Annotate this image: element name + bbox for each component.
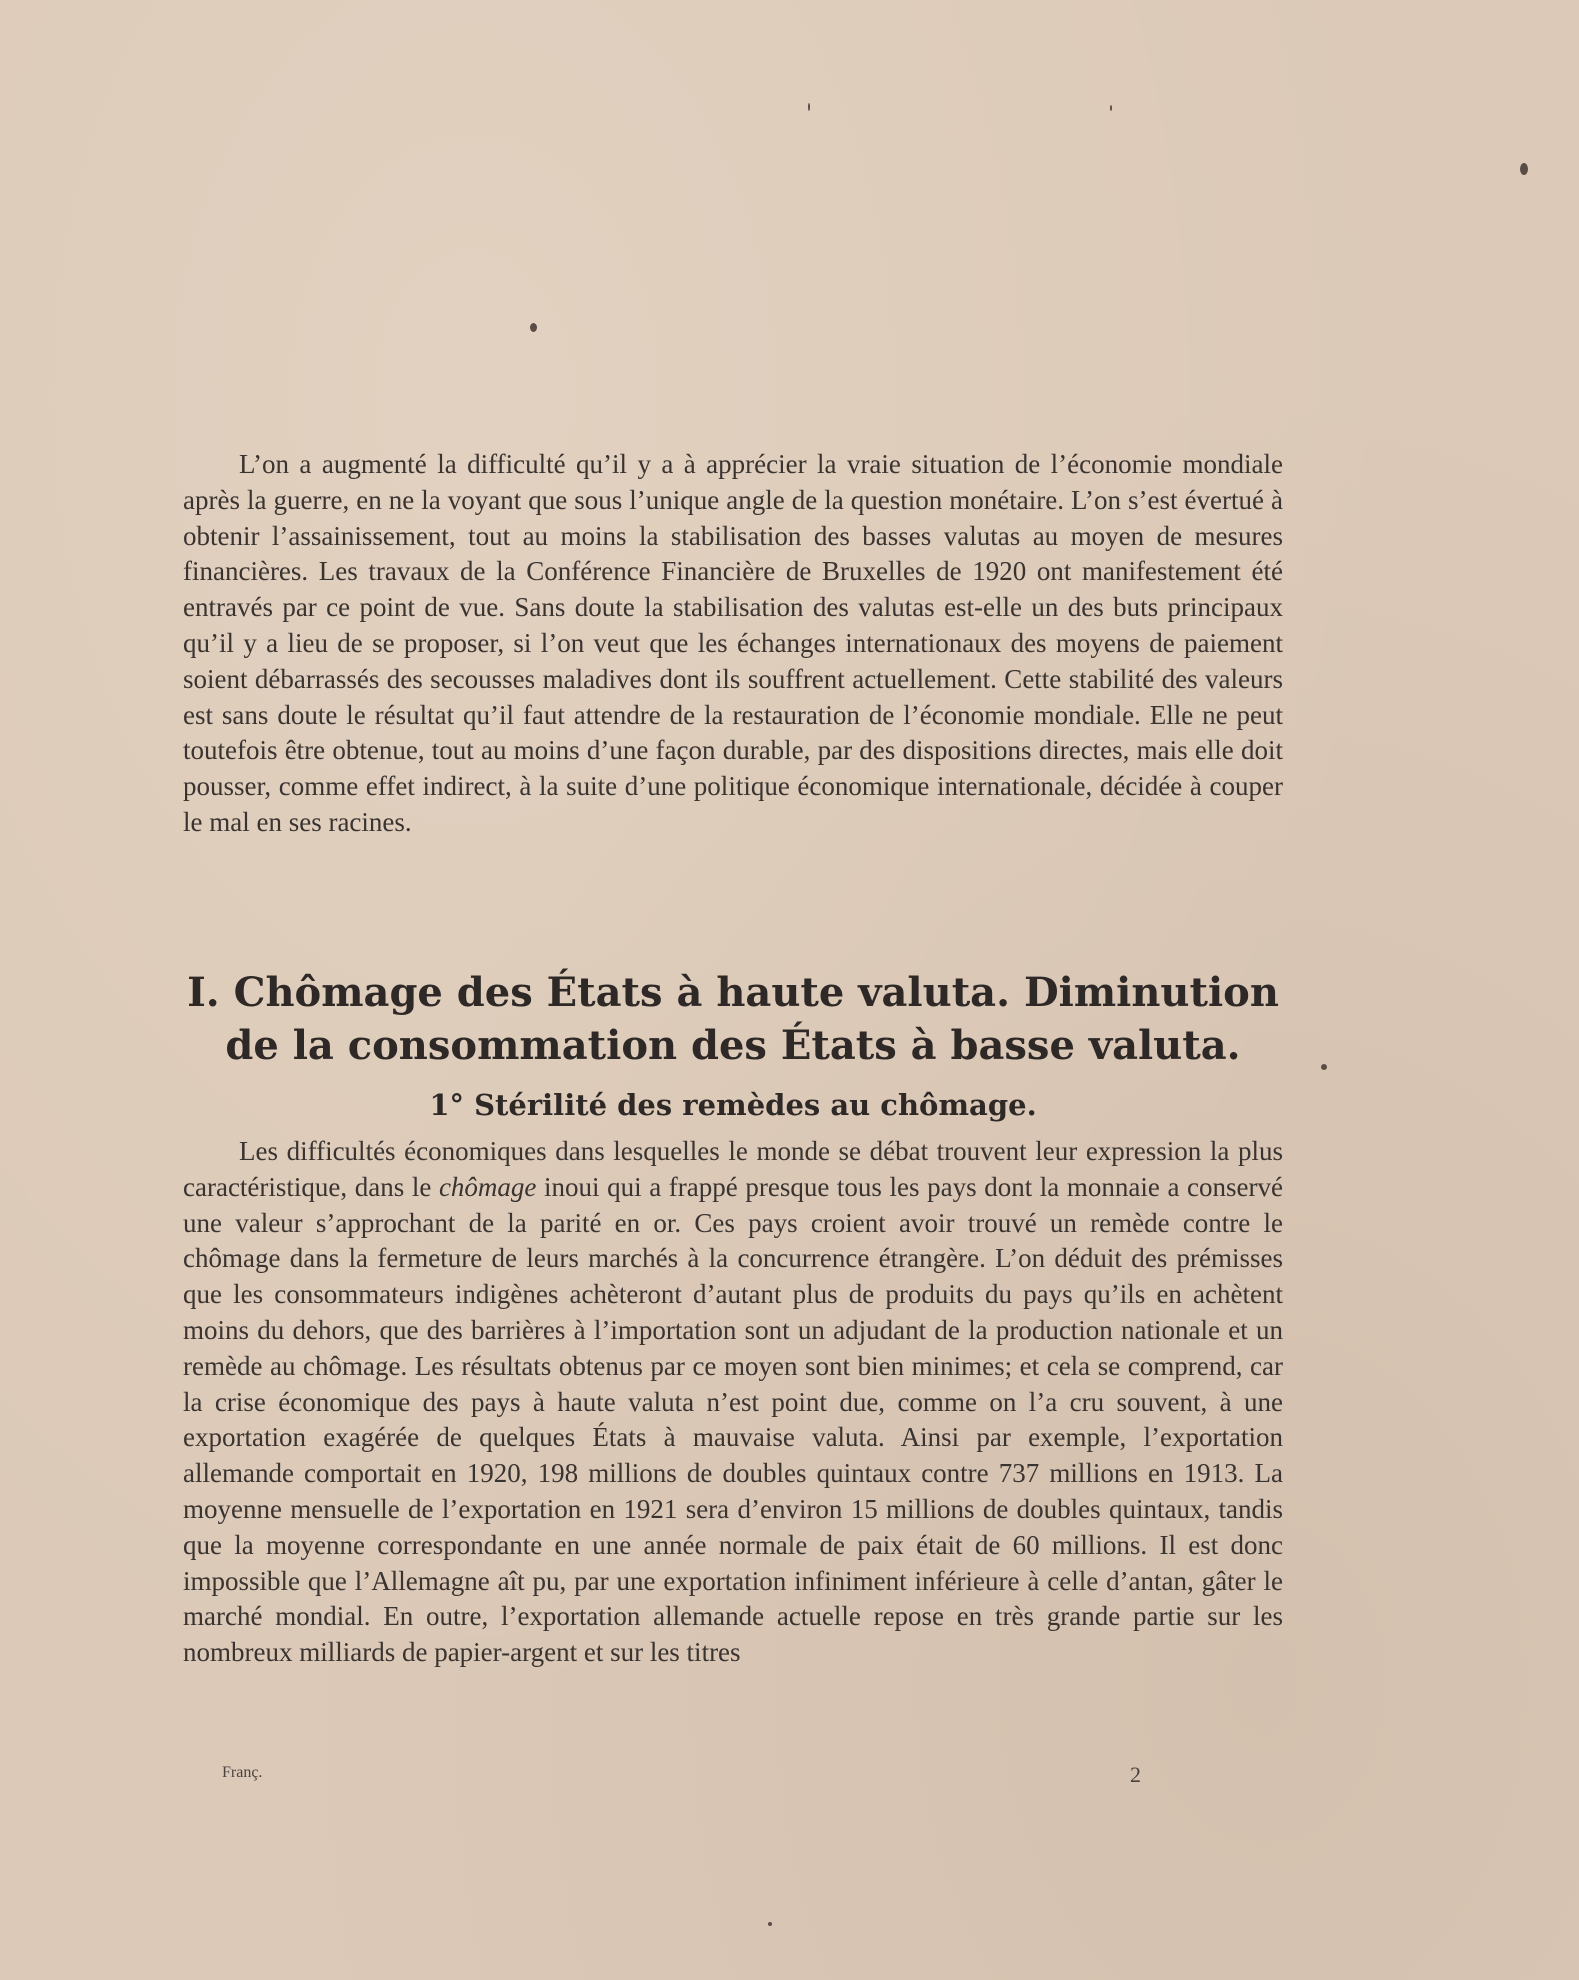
emphasized-word: chômage bbox=[438, 1171, 537, 1202]
intro-paragraph bbox=[183, 447, 1283, 841]
paper-speck bbox=[768, 1922, 772, 1926]
paper-speck bbox=[530, 323, 537, 332]
section-title-line-1: I. Chômage des États à haute valuta. Diminution bbox=[187, 969, 1279, 1016]
section-title bbox=[183, 966, 1283, 1072]
body-text-part-2: inoui qui a frappé presque tous les pays dont la monnaie a conservé une valeur s’approchant de la parité en or. Ces pays croient avoir trouvé un remède contre le chômage dans la fermeture de leurs marchés à la concurrence étrangère. L’on déduit des prémisses que les consommateurs indigènes achèteront d’autant plus de produits du pays qu’ils en achètent moins du dehors, que des barrières à l’importation sont un adjudant de la production nationale et un remède au chômage. Les résultats obtenus par ce moyen sont bien minimes; et cela se comprend, car la crise économique des pays à haute valuta n’est point due, comme on l’a cru souvent, à une exportation exagérée de quelques États à mauvaise valuta. Ainsi par exemple, l’exportation allemande comportait en 1920, 198 millions de doubles quintaux contre 737 millions en 1913. La moyenne mensuelle de l’exportation en 1921 sera d’environ 15 millions de doubles quintaux, tandis que la moyenne correspondante en une année normale de paix était de 60 millions. Il est donc impossible que l’Allemagne aît pu, par une exportation infiniment inférieure à celle d’antan, gâter le marché mondial. En outre, l’exportation allemande actuelle repose en très grande partie sur les nombreux milliards de papier-argent et sur les titres bbox=[183, 1171, 1283, 1668]
body-paragraph-text bbox=[183, 1134, 1283, 1671]
footer-signature: Franç. bbox=[222, 1764, 263, 1781]
paper-speck bbox=[1520, 163, 1528, 175]
paper-speck bbox=[808, 103, 810, 111]
page-number: 2 bbox=[1130, 1762, 1141, 1787]
body-text-part-1: Les difficultés économiques dans lesquelles le monde se débat trouvent leur expression la plus caractéristique, dans le bbox=[183, 1136, 1283, 1202]
subsection-title: 1° Stérilité des remèdes au chômage. bbox=[429, 1088, 1037, 1122]
paper-speck bbox=[1110, 105, 1112, 111]
section-title-line-2: de la consommation des États à basse valuta. bbox=[225, 1022, 1241, 1069]
intro-paragraph-text: L’on a augmenté la difficulté qu’il y a à apprécier la vraie situation de l’économie mondiale après la guerre, en ne la voyant que sous l’unique angle de la question monétaire. L’on s’est évertué à obtenir l’assainissement, tout au moins la stabilisation des basses valutas au moyen de mesures financières. Les travaux de la Conférence Financière de Bruxelles de 1920 ont manifestement été entravés par ce point de vue. Sans doute la stabilisation des valutas est-elle un des buts principaux qu’il y a lieu de se proposer, si l’on veut que les échanges internationaux des moyens de paiement soient débarrassés des secousses maladives dont ils souffrent actuellement. Cette stabilité des valeurs est sans doute le résultat qu’il faut attendre de la restauration de l’économie mondiale. Elle ne peut toutefois être obtenue, tout au moins d’une façon durable, par des dispositions directes, mais elle doit pousser, comme effet indirect, à la suite d’une politique économique internationale, décidée à couper le mal en ses racines. bbox=[183, 449, 1283, 837]
body-paragraph bbox=[183, 1134, 1283, 1671]
paper-speck bbox=[1321, 1064, 1327, 1070]
